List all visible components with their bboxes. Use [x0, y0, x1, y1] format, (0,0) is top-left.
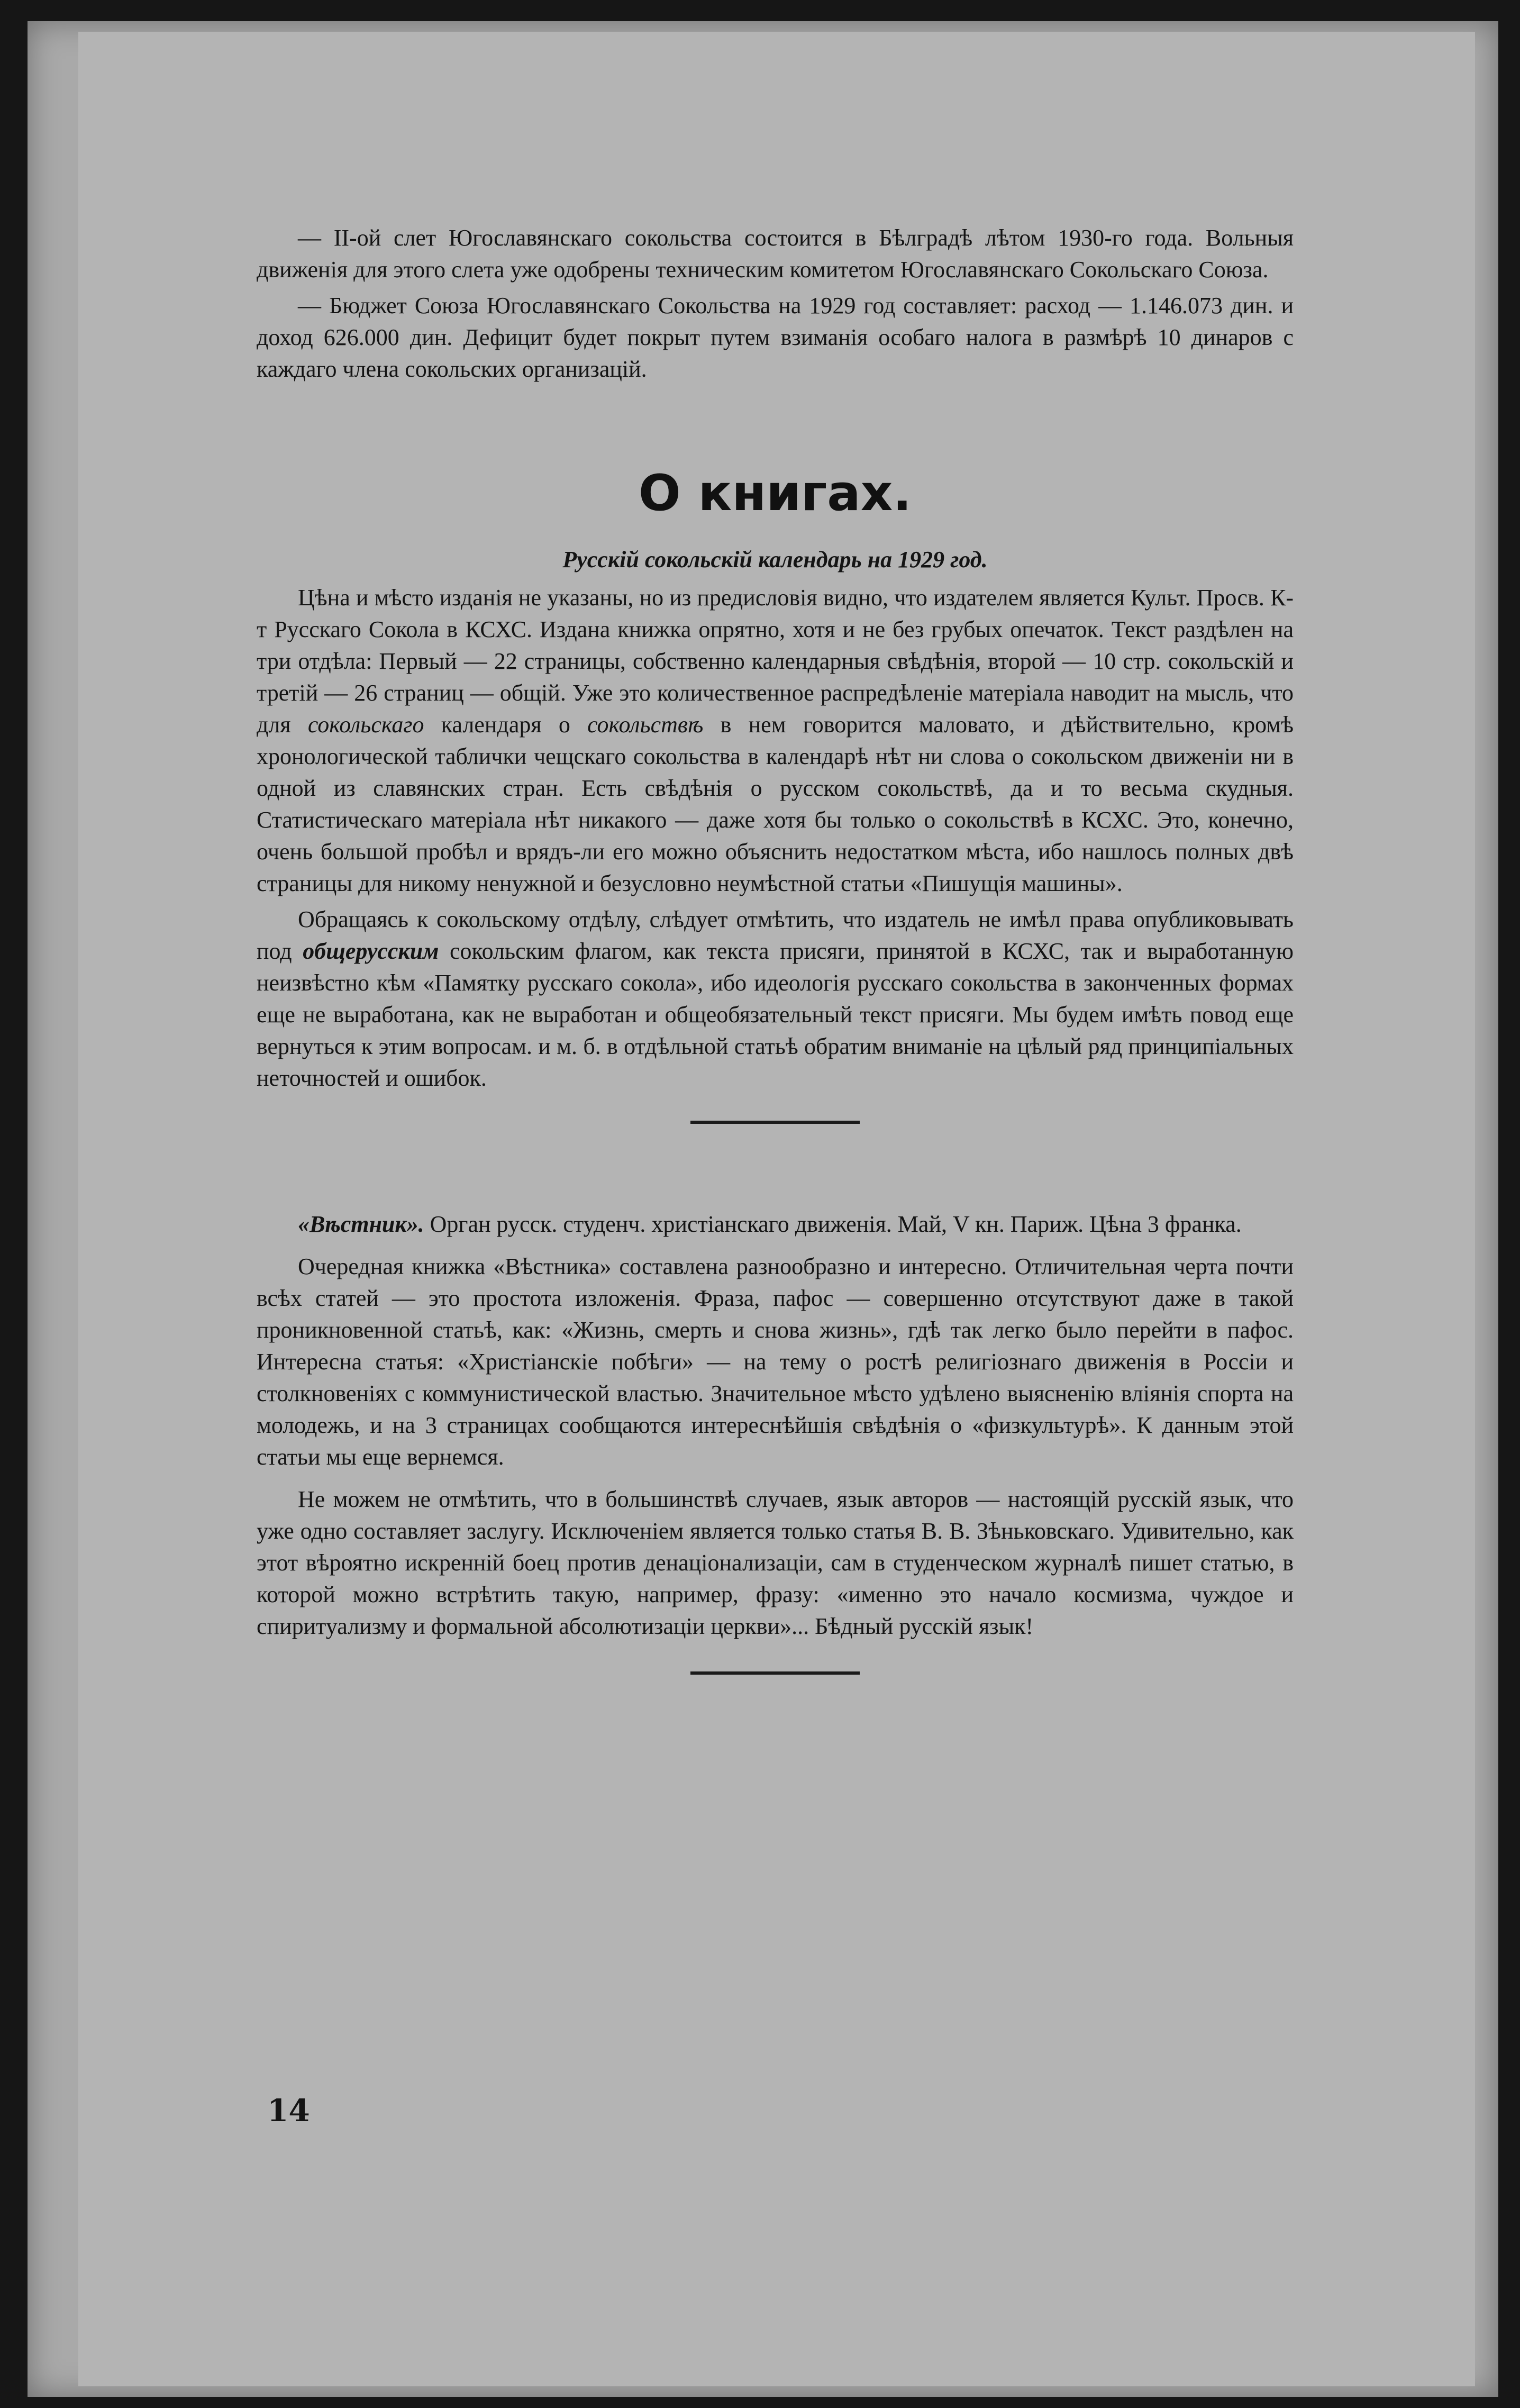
- end-divider: [690, 1671, 860, 1675]
- review2-paragraph-1: Очередная книжка «Вѣстника» составлена разнообразно и интересно. Отличительная черта почти всѣх статей — это простота изложенія. Фраза, пафос — совершенно отсутствуют даже в такой проникновенной статьѣ, как: «Жизнь, смерть и снова жизнь», гдѣ так легко было перейти в пафос. Интересна статья: «Христіанскіе побѣги» — на тему о ростѣ религіознаго движенія в Россіи и столкновеніях с коммунистической властью. Значительное мѣсто удѣлено выясненію вліянія спорта на молодежь, и на 3 страницах сообщаются интереснѣйшія свѣдѣнія о «физкультурѣ». К данным этой статьи мы еще вернемся.: [257, 1253, 1294, 1470]
- review1-paragraph-2: Обращаясь к сокольскому отдѣлу, слѣдует отмѣтить, что издатель не имѣл права опубликовывать под общерусским сокольским флагом, как текста присяги, принятой в КСХС, так и выработанную неизвѣстно кѣм «Памятку русскаго сокола», ибо идеологія русскаго сокольства в законченных формах еще не выработана, как не выработан и общеобязательный текст присяги. Мы будем имѣть повод еще вернуться к этим вопросам. и м. б. в отдѣльной статьѣ обратим вниманіе на цѣлый ряд принципіальных неточностей и ошибок.: [257, 906, 1294, 1091]
- page-content: [257, 222, 1294, 1675]
- page-number: 14: [267, 2093, 310, 2129]
- review1-paragraph-1: Цѣна и мѣсто изданія не указаны, но из предисловія видно, что издателем является Культ. Просв. К-т Русскаго Сокола в КСХС. Издана книжка опрятно, хотя и не без грубых опечаток. Текст раздѣлен на три отдѣла: Первый — 22 страницы, собственно календарныя свѣдѣнія, второй — 10 стр. сокольскій и третій — 26 страниц — общій. Уже это количественное распредѣленіе матеріала наводит на мысль, что для сокольскаго календаря о сокольствѣ в нем говорится маловато, и дѣйствительно, кромѣ хронологической таблички чещскаго сокольства в календарѣ нѣт ни слова о сокольском движеніи ни в одной из славянских стран. Есть свѣдѣнія о русском сокольствѣ, да и то весьма скудныя. Статистическаго матеріала нѣт никакого — даже хотя бы только о сокольствѣ в КСХС. Это, конечно, очень большой пробѣл и врядъ-ли его можно объяснить недостатком мѣста, ибо нашлось полных двѣ страницы для никому ненужной и безусловно неумѣстной статьи «Пишущія машины».: [257, 585, 1294, 896]
- review1-book-title: Русскій сокольскій календарь на 1929 год.: [562, 547, 988, 573]
- news-paragraph-1: — II-ой слет Югославянскаго сокольства состоится в Бѣлградѣ лѣтом 1930-го года. Вольныя движенія для этого слета уже одобрены техническим комитетом Югославянскаго Сокольскаго Союза.: [257, 225, 1294, 283]
- news-paragraph-2: — Бюджет Союза Югославянскаго Сокольства на 1929 год составляет: расход — 1.146.073 дин. и доход 626.000 дин. Дефицит будет покрыт путем взиманія особаго налога в размѣрѣ 10 динаров с каждаго члена сокольских организацій.: [257, 293, 1294, 382]
- section-divider: [690, 1121, 860, 1124]
- review2-paragraph-2: Не можем не отмѣтить, что в большинствѣ случаев, язык авторов — настоящій русскій язык, что уже одно составляет заслугу. Исключеніем является только статья В. В. Зѣньковскаго. Удивительно, как этот вѣроятно искренній боец против денаціонализаціи, сам в студенческом журналѣ пишет статью, в которой можно встрѣтить такую, например, фразу: «именно это начало космизма, чуждое и спиритуализму и формальной абсолютизаціи церкви»... Бѣдный русскій язык!: [257, 1486, 1294, 1639]
- section-title: О книгах.: [638, 465, 912, 522]
- review2-heading: «Вѣстник». Орган русск. студенч. христіанскаго движенія. Май, V кн. Париж. Цѣна 3 франка.: [298, 1211, 1242, 1237]
